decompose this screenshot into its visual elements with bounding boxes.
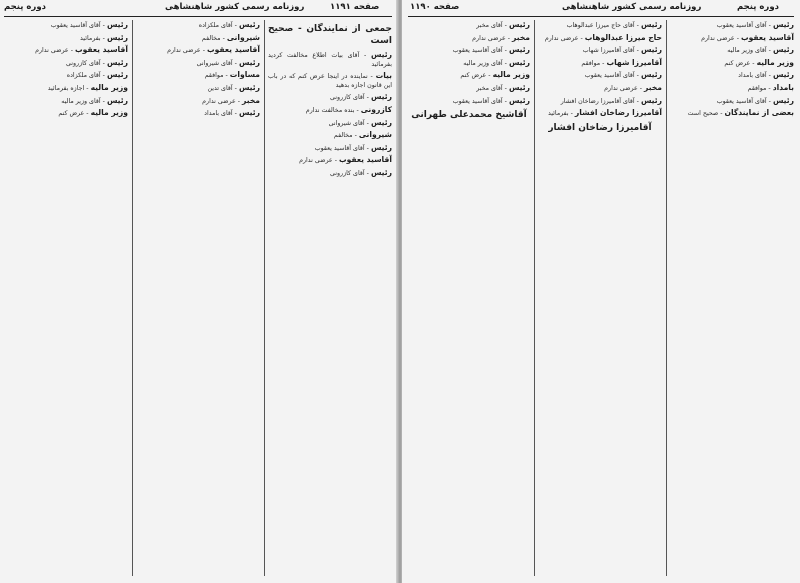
speech-text: عرضی ندارم [299,157,333,165]
speaker-separator: - [766,47,773,55]
speaker-separator: - [766,84,773,92]
speech-entry [268,92,392,103]
speaker-separator: - [100,97,107,105]
speaker-separator: - [364,94,371,102]
speech-text: آقای آقامیرزا رضاخان افشار [560,97,635,105]
speaker-separator: - [502,59,509,67]
speaker-name: بیات [375,71,392,81]
speaker-name: آقاسید یعقوب [740,32,794,42]
speaker-name: بامداد [772,82,794,92]
speaker-separator: - [220,34,227,42]
speaker-name: رئیس [640,20,662,29]
speaker-separator: - [578,34,585,42]
speaker-separator: - [637,84,644,92]
speech-entry [670,20,794,31]
speech-text: آقای شیروانی [196,59,233,67]
speech-text: عرضی ندارم [472,34,506,42]
speaker-name: رئیس [370,50,392,59]
speaker-separator: - [766,97,773,105]
speaker-name: وزیر مالیه [90,108,128,118]
speech-entry [670,96,794,107]
speaker-separator: - [634,47,641,55]
speech-text: موافقم [204,72,224,80]
speaker-name: مخبر [644,82,662,92]
speech-entry [136,20,260,31]
speaker-name: آقاسید یعقوب [206,45,260,55]
speech-text: عرضی ندارم [604,84,638,92]
speaker-separator: - [364,169,371,177]
speaker-name: مخبر [512,32,530,42]
speaker-name: رئیس [238,57,260,67]
speaker-name: آقامیرزا رضاخان افشار [574,108,662,118]
speech-text: آقای وزیر مالیه [463,59,503,67]
speaker-separator: - [600,59,607,67]
speech-text: بنده مخالفت ندارم [305,106,355,114]
speech-entry [4,33,128,44]
speech-entry [136,58,260,69]
speech-text: آقای تدین [207,84,233,92]
right-page-number: صفحه ۱۱۹۰ [410,2,460,12]
speaker-separator: - [486,72,493,80]
left-page [0,0,398,583]
speaker-name: رئیس [370,142,392,152]
speech-entry [408,58,530,69]
signature-line: آقاشیخ محمدعلی طهرانی [411,110,527,121]
speaker-name: کازرونی [360,104,392,114]
speaker-separator: - [364,144,371,152]
speech-text: آقای آقاسید یعقوب [50,22,101,29]
speech-entry [268,118,392,129]
speech-text: آقای آقاسید یعقوب [452,97,503,105]
speech-text: مخالفم [333,132,353,140]
speech-text: صحیح است [687,110,719,118]
speech-entry [268,130,392,141]
speaker-name: رئیس [370,167,392,177]
speech-entry [4,108,128,119]
speaker-separator: - [502,84,509,92]
speaker-name: بعضی از نمایندگان [724,108,794,118]
right-column-2 [538,20,662,580]
speech-text: آقای آقاسید یعقوب [452,47,503,55]
speech-entry [538,83,662,94]
speaker-separator: - [502,22,509,29]
speaker-separator: - [766,22,773,29]
speaker-name: رئیس [238,20,260,29]
speech-text: آقای شیروانی [328,119,365,127]
speech-entry [408,96,530,107]
speech-text: آقای آقاسید یعقوب [716,97,767,105]
speech-text: آقای بامداد [204,110,233,118]
speaker-name: رئیس [772,95,794,105]
speaker-name: شیروانی [358,130,392,140]
speech-entry [136,96,260,107]
speech-text: آقای کازرونی [330,169,365,177]
speech-entry [268,50,392,69]
speaker-separator: - [634,97,641,105]
speaker-separator: - [718,110,725,118]
speaker-separator: - [502,97,509,105]
speaker-name: رئیس [772,45,794,55]
speaker-name: وزیر مالیه [90,82,128,92]
speech-entry [4,20,128,31]
speaker-name: رئیس [640,95,662,105]
speaker-separator: - [100,22,107,29]
speech-text: عرضی ندارم [202,97,236,105]
speech-entry [670,58,794,69]
speech-entry [4,45,128,56]
speech-entry [136,83,260,94]
speech-entry [136,45,260,56]
speech-entry [670,108,794,119]
speaker-separator: - [568,110,575,118]
speaker-name: وزیر مالیه [756,57,794,67]
speaker-separator: - [68,47,75,55]
speaker-separator: - [235,97,242,105]
speaker-separator: - [100,34,107,42]
speaker-separator: - [505,34,512,42]
speech-entry [408,33,530,44]
speech-text: آقای وزیر مالیه [61,97,101,105]
speech-entry [538,20,662,31]
speaker-separator: - [364,119,371,127]
speech-entry [538,33,662,44]
speech-entry [4,58,128,69]
speaker-separator: - [367,73,376,81]
speech-entry [136,33,260,44]
left-column-divider-2 [132,20,133,576]
speaker-name: رئیس [772,70,794,80]
speaker-name: رئیس [508,57,530,67]
right-page [402,0,800,583]
right-column-divider-1 [666,20,667,576]
speech-text: عرض کنم [460,72,487,80]
speech-entry [538,96,662,107]
speech-text: آقای وزیر مالیه [727,47,767,55]
speaker-name: رئیس [370,117,392,127]
right-header-rule [408,16,794,17]
speaker-name: مساوات [229,70,260,80]
left-page-number: صفحه ۱۱۹۱ [330,2,380,12]
speaker-name: آقاسید یعقوب [74,45,128,55]
left-header-rule [4,16,392,17]
speech-entry [670,70,794,81]
speech-text: موافقم [747,84,767,92]
speaker-separator: - [634,72,641,80]
speaker-name: آقامیرزا شهاب [606,57,662,67]
speech-text: آقای بیات اطلاع مخالفت کردید بفرمائید [268,52,392,68]
speech-text: عرضی ندارم [701,34,735,42]
speaker-separator: - [232,110,239,118]
speaker-name: رئیس [238,108,260,118]
right-column-divider-2 [534,20,535,576]
speaker-separator: - [352,132,359,140]
speech-entry [538,108,662,119]
speech-entry [4,83,128,94]
speech-text: آقای حاج میرزا عبدالوهاب [566,22,635,29]
speech-text: آقای آقاسید یعقوب [314,144,365,152]
speech-entry [670,45,794,56]
speech-text: آقای ملکزاده [198,22,233,29]
speaker-name: رئیس [508,20,530,29]
column-heading: جمعی از نمایندگان - صحیح است [268,24,392,46]
left-column-2 [136,20,260,580]
speaker-separator: - [634,22,641,29]
speech-entry [136,108,260,119]
speech-text: عرضی ندارم [167,47,201,55]
speech-entry [670,83,794,94]
speech-text: عرضی ندارم [35,47,69,55]
speaker-name: آقاسید یعقوب [338,155,392,165]
speech-text: آقای ملکزاده [66,72,101,80]
speaker-name: رئیس [640,45,662,55]
speech-entry [538,70,662,81]
speaker-separator: - [84,84,91,92]
speaker-separator: - [232,84,239,92]
speaker-name: رئیس [508,45,530,55]
speech-text: عرضی ندارم [544,34,579,42]
right-issue-label: دوره پنجم [737,2,779,12]
speech-text: عرض کنم [58,110,85,118]
speaker-separator: - [223,72,230,80]
speaker-name: حاج میرزا عبدالوهاب [584,32,662,42]
speaker-separator: - [84,110,91,118]
speech-entry [268,71,392,90]
speaker-name: رئیس [640,70,662,80]
speech-text: آقای کازرونی [330,94,365,102]
speech-text: آقای آقامیرزا شهاب [582,47,635,55]
speaker-separator: - [100,59,107,67]
speaker-name: رئیس [106,70,128,80]
speech-text: مخالفم [201,34,221,42]
speech-entry [268,168,392,179]
speech-text: عرض کنم [724,59,751,67]
left-column-1 [268,20,392,580]
speaker-separator: - [354,106,361,114]
speech-entry [136,70,260,81]
speech-entry [408,70,530,81]
speech-text: موافقم [581,59,601,67]
speech-entry [268,143,392,154]
speaker-separator: - [232,22,239,29]
speech-text: نماینده در اینجا عرض کنم که در باب این قانون اجازه بدهید [268,73,392,89]
speaker-name: رئیس [106,95,128,105]
speaker-separator: - [502,47,509,55]
speaker-separator: - [734,34,741,42]
speech-text: آقای آقاسید یعقوب [716,22,767,29]
speech-entry [268,105,392,116]
speech-text: آقای آقاسید یعقوب [584,72,635,80]
speech-entry [538,45,662,56]
speaker-name: وزیر مالیه [492,70,530,80]
left-issue-label: دوره پنجم [4,2,46,12]
speaker-name: رئیس [370,92,392,102]
speaker-name: رئیس [106,32,128,42]
speech-text: اجازه بفرمائید [47,84,85,92]
speaker-name: رئیس [508,95,530,105]
speech-entry [670,33,794,44]
speaker-name: مخبر [242,95,260,105]
speech-entry [408,45,530,56]
speech-text: آقای مخبر [476,84,503,92]
speech-text: آقای بامداد [738,72,767,80]
speech-entry [4,70,128,81]
right-column-1 [670,20,794,580]
speaker-name: رئیس [508,82,530,92]
speaker-name: رئیس [106,20,128,29]
speech-text: بفرمائید [547,110,569,118]
speaker-name: رئیس [106,57,128,67]
speaker-name: رئیس [238,82,260,92]
speech-entry [408,83,530,94]
speaker-name: رئیس [772,20,794,29]
speaker-separator: - [332,157,339,165]
speaker-separator: - [750,59,757,67]
speech-entry [4,96,128,107]
speaker-separator: - [232,59,239,67]
speaker-separator: - [766,72,773,80]
speech-entry [408,20,530,31]
right-column-3 [408,20,530,580]
speech-text: بفرمائید [79,34,101,42]
speaker-separator: - [100,72,107,80]
left-column-3 [4,20,128,580]
speaker-separator: - [200,47,207,55]
left-header-title: روزنامه رسمی کشور شاهنشاهی [165,2,305,12]
speaker-separator: - [359,52,371,59]
speech-text: آقای مخبر [476,22,503,29]
speech-entry [538,58,662,69]
speech-entry [268,155,392,166]
signature-line: آقامیرزا رضاخان افشار [548,122,652,133]
speech-text: آقای کازرونی [66,59,101,67]
right-header-title: روزنامه رسمی کشور شاهنشاهی [562,2,702,12]
left-column-divider-1 [264,20,265,576]
speaker-name: شیروانی [226,32,260,42]
